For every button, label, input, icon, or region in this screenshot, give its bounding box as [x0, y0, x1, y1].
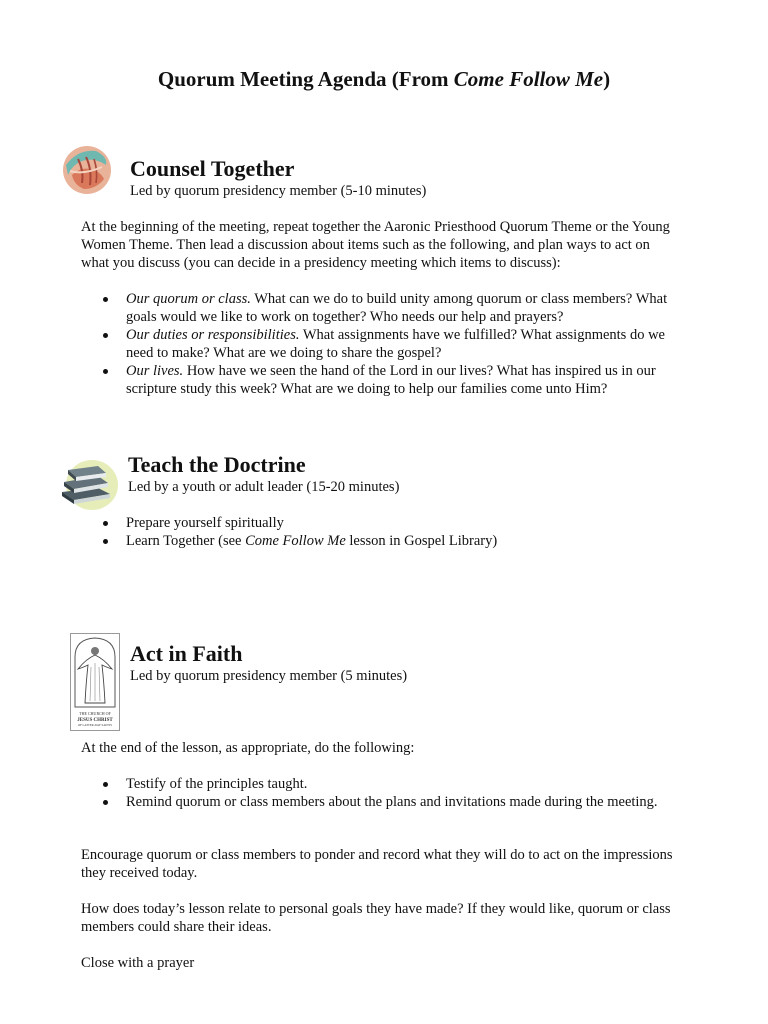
list-item: Our quorum or class. What can we do to build unity among quorum or class members? What goals would we like to work on together? Who needs our help and prayers? [81, 290, 682, 326]
doctrine-heading: Teach the Doctrine [128, 452, 306, 477]
counsel-intro: At the beginning of the meeting, repeat together the Aaronic Priesthood Quorum Theme or the Young Women Theme. Then lead a discussion about items such as the following, and plan ways to act on what you discuss (you can decide in a presidency meeting which items to discuss): [81, 219, 670, 271]
doctrine-list [81, 514, 682, 550]
list-item: Our duties or responsibilities. What assignments have we fulfilled? What assignments do we need to make? What are we doing to share the gospel? [81, 326, 682, 362]
counsel-list [81, 290, 682, 398]
faith-subheading: Led by quorum presidency member (5 minutes) [130, 668, 408, 684]
list-item: Prepare yourself spiritually [81, 514, 682, 532]
faith-paragraph: How does today’s lesson relate to personal goals they have made? If they would like, quorum or class members could share their ideas. [81, 901, 671, 935]
faith-intro: At the end of the lesson, as appropriate, do the following: [81, 740, 415, 756]
list-item: Remind quorum or class members about the plans and invitations made during the meeting. [81, 793, 682, 811]
list-item: Our lives. How have we seen the hand of the Lord in our lives? What has inspired us in our scripture study this week? What are we doing to help our families come unto Him? [81, 362, 682, 398]
counsel-subheading: Led by quorum presidency member (5-10 minutes) [130, 183, 427, 199]
faith-paragraph: Encourage quorum or class members to ponder and record what they will do to act on the impressions they received today. [81, 847, 673, 881]
closing-line: Close with a prayer [81, 955, 195, 971]
list-item: Learn Together (see Come Follow Me lesson in Gospel Library) [81, 532, 682, 550]
logo-text: JESUS CHRIST [77, 718, 113, 723]
list-item: Testify of the principles taught. [81, 775, 682, 793]
christus-logo-icon [70, 633, 120, 731]
page-title: Quorum Meeting Agenda (From Come Follow Me) [157, 67, 611, 91]
doctrine-subheading: Led by a youth or adult leader (15-20 minutes) [128, 479, 400, 495]
books-icon [58, 458, 118, 512]
faith-list [81, 775, 682, 811]
title-emphasis: Come Follow Me [453, 67, 604, 91]
logo-text: OF LATTER-DAY SAINTS [77, 723, 113, 727]
logo-text: THE CHURCH OF [79, 711, 111, 716]
counsel-hands-icon [62, 145, 112, 195]
counsel-heading: Counsel Together [130, 156, 295, 181]
faith-heading: Act in Faith [130, 641, 243, 666]
